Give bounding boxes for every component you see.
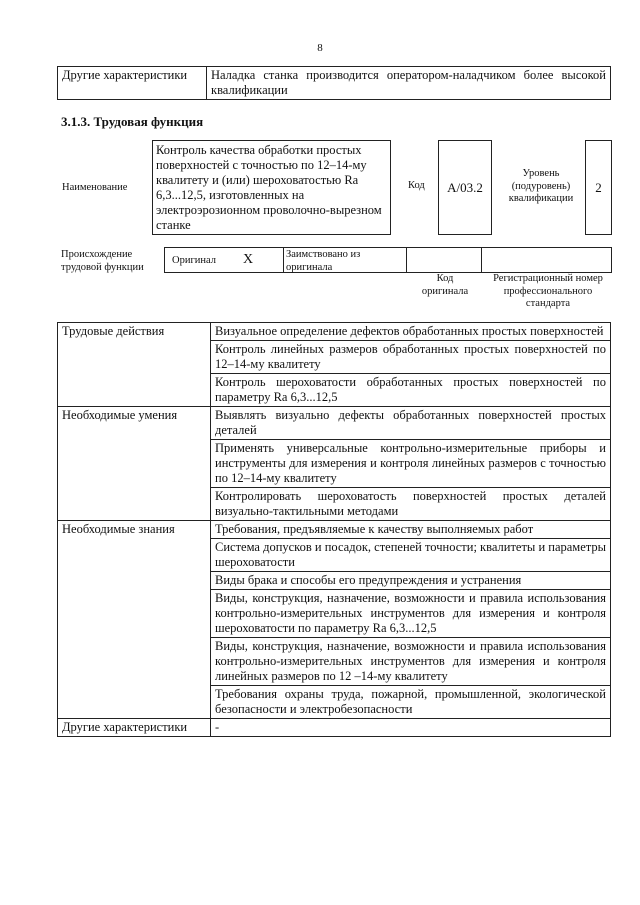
section-item: Применять универсальные контрольно-измерительные приборы и инструменты для измерения и контроля линейных размеров с точностью по 12–14-му квалитету — [211, 440, 611, 488]
level-label: Уровень (подуровень) квалификации — [508, 168, 574, 204]
original-label: Оригинал — [172, 255, 216, 266]
section-item: Контроль линейных размеров обработанных простых поверхностей по 12–14-му квалитету — [211, 341, 611, 374]
section-item: Требования охраны труда, пожарной, промышленной, экологической безопасности и электробезопасности — [211, 686, 611, 719]
page-number: 8 — [317, 42, 323, 54]
origin-label: Происхождение трудовой функции — [61, 249, 144, 273]
section-item: Требования, предъявляемые к качеству выполняемых работ — [211, 521, 611, 539]
reg-number-caption: Регистрационный номер профессионального стандарта — [493, 273, 603, 309]
table-row — [58, 521, 611, 539]
code-label: Код — [408, 180, 425, 191]
table-row — [58, 407, 611, 440]
function-details-table — [57, 322, 611, 737]
code-value: А/03.2 — [438, 140, 492, 235]
section-item: Контроль шероховатости обработанных простых поверхностей по параметру Ra 6,3...12,5 — [211, 374, 611, 407]
table-row — [58, 323, 611, 341]
section-title: 3.1.3. Трудовая функция — [61, 114, 204, 129]
section-item: Виды, конструкция, назначение, возможности и правила использования контрольно-измерительных инструментов для измерения и контроля линейных размеров по 12 –14-му квалитету — [211, 638, 611, 686]
function-name-box: Контроль качества обработки простых поверхностей с точностью по 12–14-му квалитету и (или) шероховатостью Ra 6,3...12,5, изготовленных на электроэрозионном проволочно-вырезном станке — [152, 140, 391, 235]
section-item: Выявлять визуально дефекты обработанных поверхностей простых деталей — [211, 407, 611, 440]
code-original-cell — [406, 247, 482, 273]
reg-number-cell — [481, 247, 612, 273]
section-item: Виды брака и способы его предупреждения и устранения — [211, 572, 611, 590]
section-label: Необходимые знания — [58, 521, 211, 719]
section-item: Визуальное определение дефектов обработанных простых поверхностей — [211, 323, 611, 341]
section-item: Виды, конструкция, назначение, возможности и правила использования контрольно-измерительных инструментов для измерения и контроля шероховатости по параметру Ra 6,3...12,5 — [211, 590, 611, 638]
top-characteristics-table — [57, 66, 611, 100]
table-row — [58, 67, 611, 100]
level-value: 2 — [585, 140, 612, 235]
borrowed-cell: Заимствовано из оригинала — [283, 247, 407, 273]
section-item: Контролировать шероховатость поверхностей простых деталей визуально-тактильными методами — [211, 488, 611, 521]
section-item: - — [211, 719, 611, 737]
section-label: Необходимые умения — [58, 407, 211, 521]
name-label: Наименование — [62, 182, 128, 193]
original-cell — [164, 247, 284, 273]
table-row — [58, 719, 611, 737]
section-label: Другие характеристики — [58, 719, 211, 737]
code-original-caption: Код оригинала — [421, 273, 469, 297]
section-item: Система допусков и посадок, степеней точности; квалитеты и параметры шероховатости — [211, 539, 611, 572]
section-label: Трудовые действия — [58, 323, 211, 407]
original-mark: X — [243, 252, 254, 267]
row-label: Другие характеристики — [58, 67, 207, 100]
row-value: Наладка станка производится оператором-наладчиком более высокой квалификации — [207, 67, 611, 100]
